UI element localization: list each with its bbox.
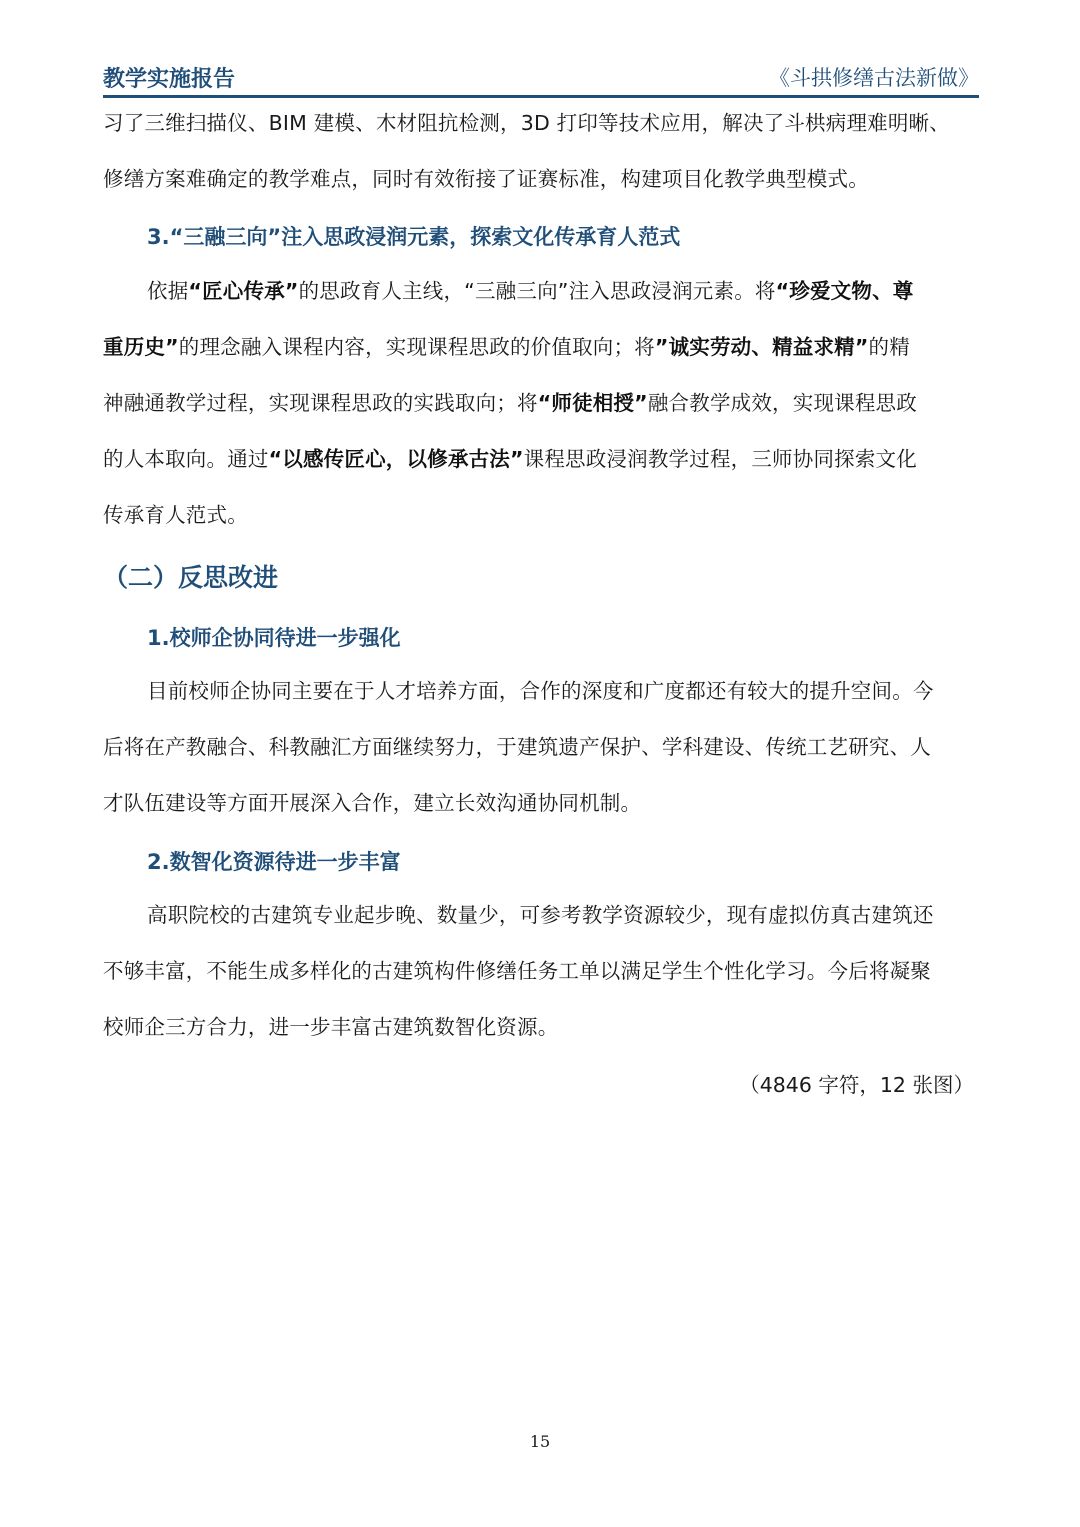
text-run: 的理念融入课程内容，实现课程思政的价值取向；将 [178,335,655,359]
page-number: 15 [529,1432,551,1451]
text-run: 融合教学成效，实现课程思政 [647,391,917,415]
course-title: 《斗拱修缮古法新做》 [769,66,979,90]
text-run: 神融通教学过程，实现课程思政的实践取向；将 [103,391,538,415]
report-title: 教学实施报告 [103,67,236,92]
intro-paragraph [103,95,979,207]
section3-heading: 3.“三融三向”注入思政浸润元素，探索文化传承育人范式 [147,225,681,249]
paragraph-line: 才队伍建设等方面开展深入合作，建立长效沟通协同机制。 [103,791,642,815]
paragraph-line: 高职院校的古建筑专业起步晚、数量少，可参考教学资源较少，现有虚拟仿真古建筑还 [147,903,934,927]
text-run: 课程思政浸润教学过程，三师协同探索文化 [523,447,917,471]
item1-heading: 1.校师企协同待进一步强化 [147,626,401,650]
item2-heading: 2.数智化资源待进一步丰富 [147,850,401,874]
paragraph-line: 不够丰富，不能生成多样化的古建筑构件修缮任务工单以满足学生个性化学习。今后将凝聚 [103,959,931,983]
paragraph-line [103,319,979,375]
text-run: 的精 [868,335,910,359]
paragraph-line: 后将在产教融合、科教融汇方面继续努力，于建筑遗产保护、学科建设、传统工艺研究、人 [103,735,931,759]
paragraph-line [103,375,979,431]
paragraph-line: 目前校师企协同主要在于人才培养方面，合作的深度和广度都还有较大的提升空间。今 [147,679,934,703]
paragraph-line: 校师企三方合力，进一步丰富古建筑数智化资源。 [103,1015,559,1039]
item2-paragraph [103,887,979,1055]
text-run: 依据 [147,279,189,303]
emphasis-text: “珍爱文物、尊 [775,279,914,303]
paragraph-line [103,431,979,487]
emphasis-text: “师徒相授” [537,391,648,415]
paragraph-line: 传承育人范式。 [103,503,248,527]
item1-paragraph [103,663,979,831]
emphasis-text: “匠心传承” [188,279,299,303]
section3-paragraph [103,263,979,543]
text-run: 的思政育人主线，“三融三向”注入思政浸润元素。将 [298,279,776,303]
emphasis-text: “以感传匠心，以修承古法” [268,447,524,471]
character-count: （4846 字符，12 张图） [739,1073,974,1097]
paragraph-line: 习了三维扫描仪、BIM 建模、木材阻抗检测，3D 打印等技术应用，解决了斗栱病理难明晰、 [103,111,950,135]
page-header [103,58,979,96]
paragraph-line [103,263,979,319]
text-run: 的人本取向。通过 [103,447,269,471]
emphasis-text: 重历史” [103,335,179,359]
reflection-heading: （二）反思改进 [103,563,279,592]
emphasis-text: ”诚实劳动、精益求精” [654,335,869,359]
paragraph-line: 修缮方案难确定的教学难点，同时有效衔接了证赛标准，构建项目化教学典型模式。 [103,167,869,191]
